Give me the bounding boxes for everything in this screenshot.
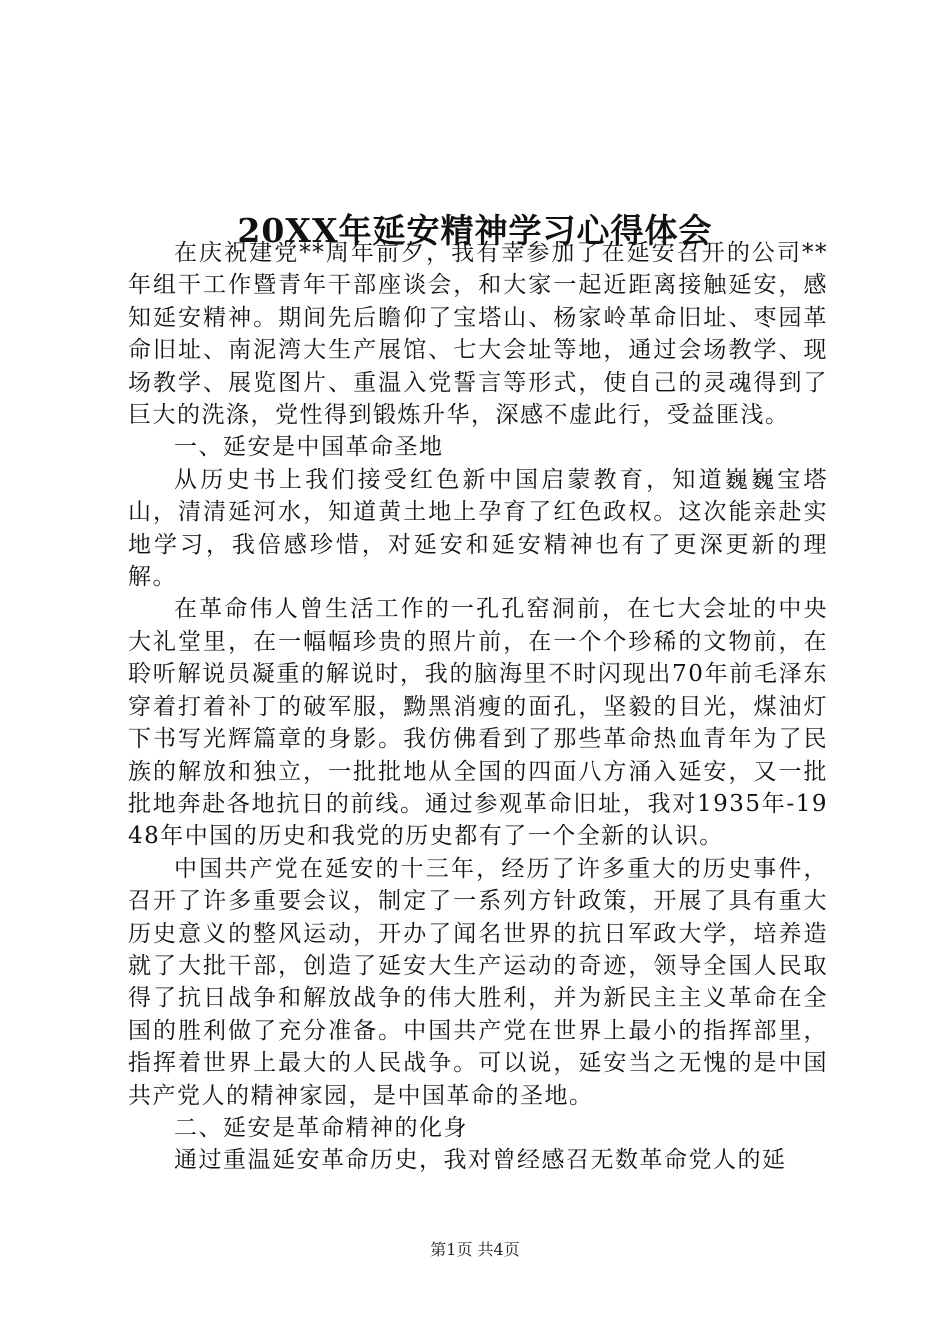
paragraph-history-books: 从历史书上我们接受红色新中国启蒙教育，知道巍巍宝塔山，清清延河水，知道黄土地上孕育了红色政权。这次能亲赴实地学习，我倍感珍惜，对延安和延安精神也有了更深更新的理解。 xyxy=(128,466,828,591)
paragraph-thirteen-years: 中国共产党在延安的十三年，经历了许多重大的历史事件，召开了许多重要会议，制定了一系列方针政策，开展了具有重大历史意义的整风运动，开办了闻名世界的抗日军政大学，培养造就了大批干部，创造了延安大生产运动的奇迹，领导全国人民取得了抗日战争和解放战争的伟大胜利，并为新民主主义革命在全国的胜利做了充分准备。中国共产党在世界上最小的指挥部里，指挥着世界上最大的人民战争。可以说，延安当之无愧的是中国共产党人的精神家园，是中国革命的圣地。 xyxy=(128,855,828,1109)
document-body xyxy=(128,237,828,1177)
document-title: 20XX年延安精神学习心得体会 xyxy=(237,211,713,251)
section-heading-1: 一、延安是中国革命圣地 xyxy=(174,434,444,461)
paragraph-revolutionary-sites: 在革命伟人曾生活工作的一孔孔窑洞前，在七大会址的中央大礼堂里，在一幅幅珍贵的照片前，在一个个珍稀的文物前，在聆听解说员凝重的解说时，我的脑海里不时闪现出70年前毛泽东穿着打着补丁的破军服，黝黑消瘦的面孔，坚毅的目光，煤油灯下书写光辉篇章的身影。我仿佛看到了那些革命热血青年为了民族的解放和独立，一批批地从全国的四面八方涌入延安，又一批批地奔赴各地抗日的前线。通过参观革命旧址，我对1935年-1948年中国的历史和我党的历史都有了一个全新的认识。 xyxy=(128,596,828,850)
section-heading-2: 二、延安是革命精神的化身 xyxy=(174,1114,468,1141)
page-number-footer: 第1页 共4页 xyxy=(430,1240,520,1259)
paragraph-intro: 在庆祝建党**周年前夕，我有幸参加了在延安召开的公司**年组干工作暨青年干部座谈会，和大家一起近距离接触延安，感知延安精神。期间先后瞻仰了宝塔山、杨家岭革命旧址、枣园革命旧址、南泥湾大生产展馆、七大会址等地，通过会场教学、现场教学、展览图片、重温入党誓言等形式，使自己的灵魂得到了巨大的洗涤，党性得到锻炼升华，深感不虚此行，受益匪浅。 xyxy=(128,240,828,429)
paragraph-revisiting-history: 通过重温延安革命历史，我对曾经感召无数革命党人的延 xyxy=(174,1147,787,1174)
